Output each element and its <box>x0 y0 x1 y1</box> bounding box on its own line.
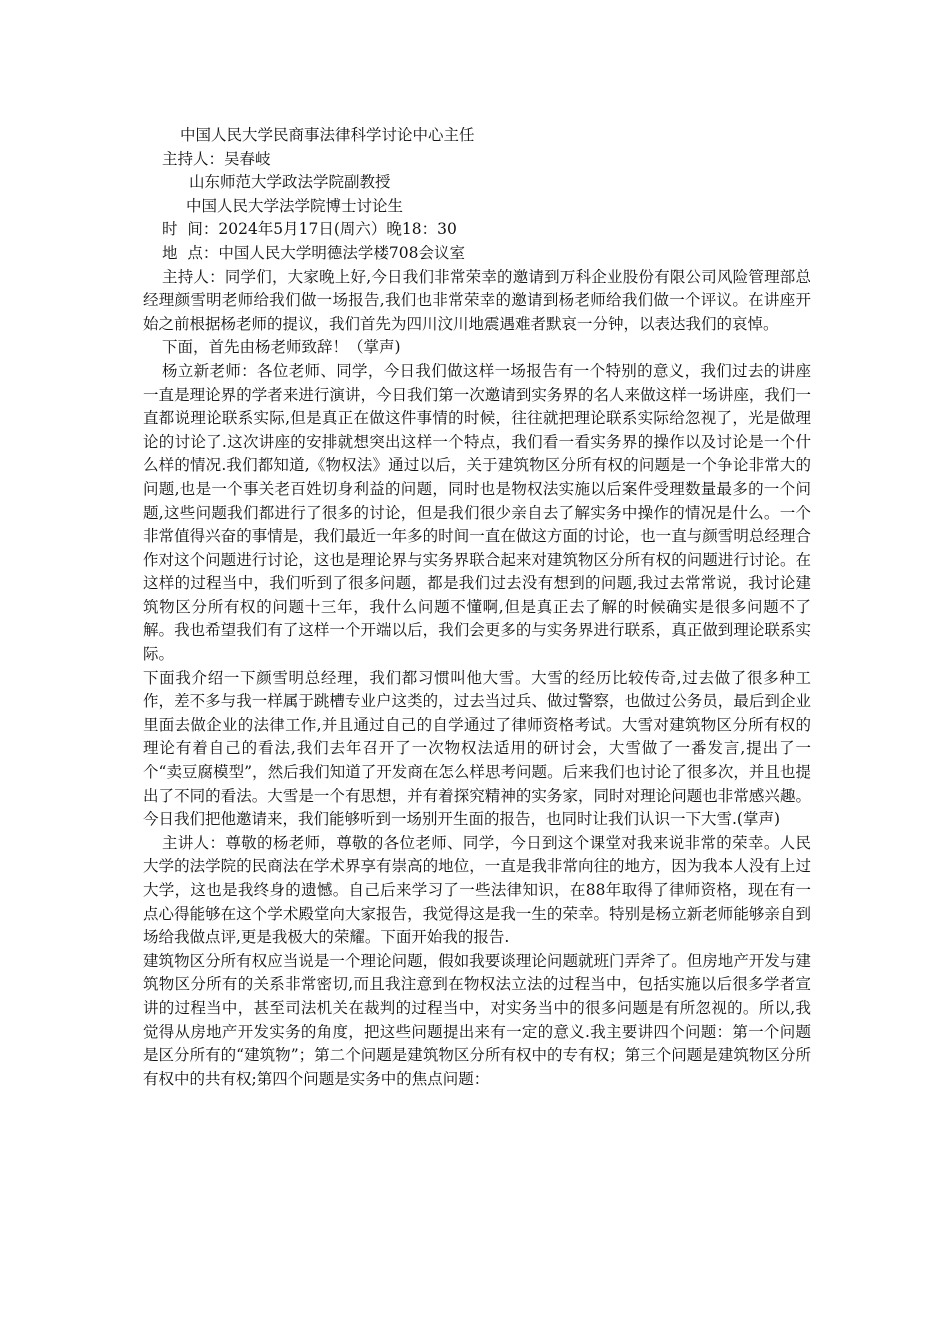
paragraph-yang-speech: 杨立新老师：各位老师、同学，今日我们做这样一场报告有一个特别的意义，我们过去的讲座一直是理论界的学者来进行演讲，今日我们第一次邀请到实务界的名人来做这样一场讲座，我们一直都说理论联系实际,但是真正在做这件事情的时候，往往就把理论联系实际给忽视了，光是做理论的讨论了.这次讲座的安排就想突出这样一个特点，我们看一看实务界的操作以及讨论是一个什么样的情况.我们都知道,《物权法》通过以后，关于建筑物区分所有权的问题是一个争论非常大的问题,也是一个事关老百姓切身利益的问题，同时也是物权法实施以后案件受理数量最多的一个问题,这些问题我们都进行了很多的讨论，但是我们很少亲自去了解实务中操作的情况是什么。一个非常值得兴奋的事情是，我们最近一年多的时间一直在做这方面的讨论，也一直与颜雪明总经理合作对这个问题进行讨论，这也是理论界与实务界联合起来对建筑物区分所有权的问题进行讨论。在这样的过程当中，我们听到了很多问题，都是我们过去没有想到的问题,我过去常常说，我讨论建筑物区分所有权的问题十三年，我什么问题不懂啊,但是真正去了解的时候确实是很多问题不了解。我也希望我们有了这样一个开端以后，我们会更多的与实务界进行联系，真正做到理论联系实际。 <box>143 361 811 664</box>
affiliation-line-1: 山东师范大学政法学院副教授 <box>189 173 391 192</box>
document-page <box>143 124 811 1091</box>
paragraph-host-opening: 主持人：同学们，大家晚上好,今日我们非常荣幸的邀请到万科企业股份有限公司风险管理部总经理颜雪明老师给我们做一场报告,我们也非常荣幸的邀请到杨老师给我们做一个评议。在讲座开始之前根据杨老师的提议，我们首先为四川汶川地震遇难者默哀一分钟，以表达我们的哀悼。 <box>143 267 811 333</box>
affiliation-line-2: 中国人民大学法学院博士讨论生 <box>186 196 404 215</box>
time-line: 时 间：2024年5月17日(周六）晚18：30 <box>162 220 457 239</box>
center-title: 中国人民大学民商事法律科学讨论中心主任 <box>180 126 475 144</box>
paragraph-welcome: 下面，首先由杨老师致辞！（掌声) <box>162 338 401 357</box>
paragraph-topic-outline: 建筑物区分所有权应当说是一个理论问题，假如我要谈理论问题就班门弄斧了。但房地产开发与建筑物区分所有的关系非常密切,而且我注意到在物权法立法的过程当中，包括实施以后很多学者宣讲的过程当中，甚至司法机关在裁判的过程当中，对实务当中的很多问题是有所忽视的。所以,我觉得从房地产开发实务的角度，把这些问题提出来有一定的意义.我主要讲四个问题：第一个问题是区分所有的“建筑物”；第二个问题是建筑物区分所有权中的专有权；第三个问题是建筑物区分所有权中的共有权;第四个问题是实务中的焦点问题： <box>143 951 811 1088</box>
host-line: 主持人：吴春岐 <box>162 149 271 168</box>
paragraph-speaker-intro: 下面我介绍一下颜雪明总经理，我们都习惯叫他大雪。大雪的经历比较传奇,过去做了很多种工作，差不多与我一样属于跳槽专业户这类的，过去当过兵、做过警察，也做过公务员，最后到企业里面去做企业的法律工作,并且通过自己的自学通过了律师资格考试。大雪对建筑物区分所有权的理论有着自己的看法,我们去年召开了一次物权法适用的研讨会，大雪做了一番发言,提出了一个“卖豆腐模型”，然后我们知道了开发商在怎么样思考问题。后来我们也讨论了很多次，并且也提出了不同的看法。大雪是一个有思想，并有着探究精神的实务家，同时对理论问题也非常感兴趣。今日我们把他邀请来，我们能够听到一场别开生面的报告，也同时让我们认识一下大雪.(掌声) <box>143 668 811 829</box>
paragraph-speaker-opening: 主讲人：尊敬的杨老师，尊敬的各位老师、同学，今日到这个课堂对我来说非常的荣幸。人民大学的法学院的民商法在学术界享有崇高的地位，一直是我非常向往的地方，因为我本人没有上过大学，这也是我终身的遗憾。自己后来学习了一些法律知识，在88年取得了律师资格，现在有一点心得能够在这个学术殿堂向大家报告，我觉得这是我一生的荣幸。特别是杨立新老师能够亲自到场给我做点评,更是我极大的荣耀。下面开始我的报告. <box>143 833 811 947</box>
place-line: 地 点：中国人民大学明德法学楼708会议室 <box>162 243 465 262</box>
